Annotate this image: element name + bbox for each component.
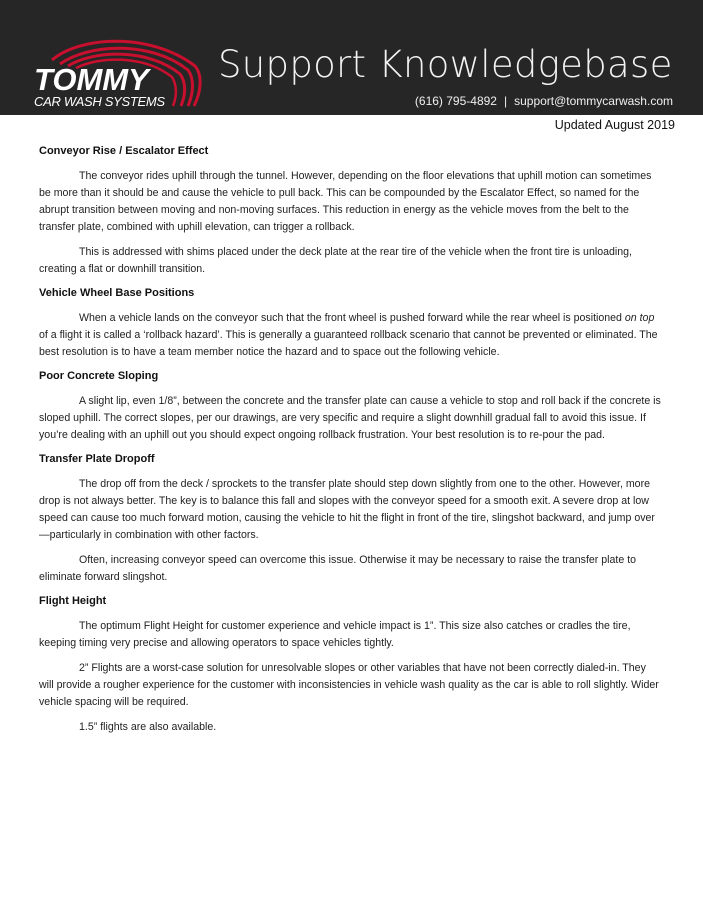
contact-info (415, 94, 673, 108)
paragraph (39, 310, 661, 361)
contact-separator: | (503, 94, 508, 108)
paragraph-text: When a vehicle lands on the conveyor such that the front wheel is pushed forward while the rear wheel is positioned (79, 312, 625, 324)
paragraph: This is addressed with shims placed under the deck plate at the rear tire of the vehicle when the front tire is unloading, creating a flat or downhill transition. (39, 246, 632, 275)
paragraph-text: of a flight it is called a ‘rollback hazard’. This is generally a guaranteed rollback scenario that cannot be prevented or eliminated. The best resolution is to have a team member notice the hazard and to space out the following vehicle. (39, 329, 658, 358)
section-heading: Flight Height (39, 595, 107, 607)
updated-date: Updated August 2019 (554, 118, 675, 132)
page-header (0, 0, 703, 115)
section-concrete-sloping (39, 369, 661, 444)
paragraph: Often, increasing conveyor speed can overcome this issue. Otherwise it may be necessary to raise the transfer plate to eliminate forward slingshot. (39, 554, 637, 583)
paragraph: The conveyor rides uphill through the tunnel. However, depending on the floor elevations that uphill motion can sometimes be more than it should be and cause the vehicle to pull back. This can be compounded by the Escalator Effect, so named for the abrupt transition between moving and non-moving surfaces. This reduction in energy as the vehicle moves from the belt to the transfer plate, combined with uphill elevation, can trigger a rollback. (39, 170, 652, 233)
page-title: Support Knowledgebase (218, 43, 673, 86)
paragraph: The optimum Flight Height for customer experience and vehicle impact is 1”. This size also catches or cradles the tire, keeping timing very precise and allowing operators to space vehicles tightly. (39, 620, 631, 649)
section-heading: Vehicle Wheel Base Positions (39, 287, 195, 299)
phone-number: (616) 795-4892 (414, 94, 497, 108)
paragraph: 1.5” flights are also available. (79, 721, 217, 733)
tommy-logo (30, 30, 205, 112)
section-flight-height (39, 594, 661, 736)
paragraph: The drop off from the deck / sprockets to the transfer plate should step down slightly from one to the other. However, more drop is not always better. The key is to balance this fall and slopes with the conveyor speed for a smooth exit. A severe drop at low speed can cause too much forward motion, causing the vehicle to hit the flight in front of the tire, slingshot backward, and jump over—particularly in combination with other factors. (39, 478, 655, 541)
section-heading: Transfer Plate Dropoff (39, 453, 155, 465)
section-heading: Conveyor Rise / Escalator Effect (39, 145, 209, 157)
section-heading: Poor Concrete Sloping (39, 370, 159, 382)
section-wheel-base (39, 286, 661, 361)
emphasis-text: on top (624, 312, 655, 324)
section-transfer-plate (39, 452, 661, 586)
paragraph: A slight lip, even 1/8”, between the concrete and the transfer plate can cause a vehicle to stop and roll back if the concrete is sloped uphill. The correct slopes, per our drawings, are very specific and require a slight downhill gradual fall to avoid this issue. If you’re dealing with an uphill out you should expect ongoing rollback frustration. Your best resolution is to re-pour the pad. (39, 395, 661, 441)
article-body (39, 144, 661, 744)
paragraph: 2” Flights are a worst-case solution for unresolvable slopes or other variables that have not been correctly dialed-in. They will provide a rougher experience for the customer with inconsistencies in vehicle wash quality as the car is able to roll slightly. Wider vehicle spacing will be required. (39, 662, 659, 708)
logo-name: TOMMY (34, 62, 149, 97)
logo-subtitle: CAR WASH SYSTEMS (34, 94, 165, 109)
email-link[interactable]: support@tommycarwash.com (514, 94, 673, 108)
section-conveyor-rise (39, 144, 661, 278)
